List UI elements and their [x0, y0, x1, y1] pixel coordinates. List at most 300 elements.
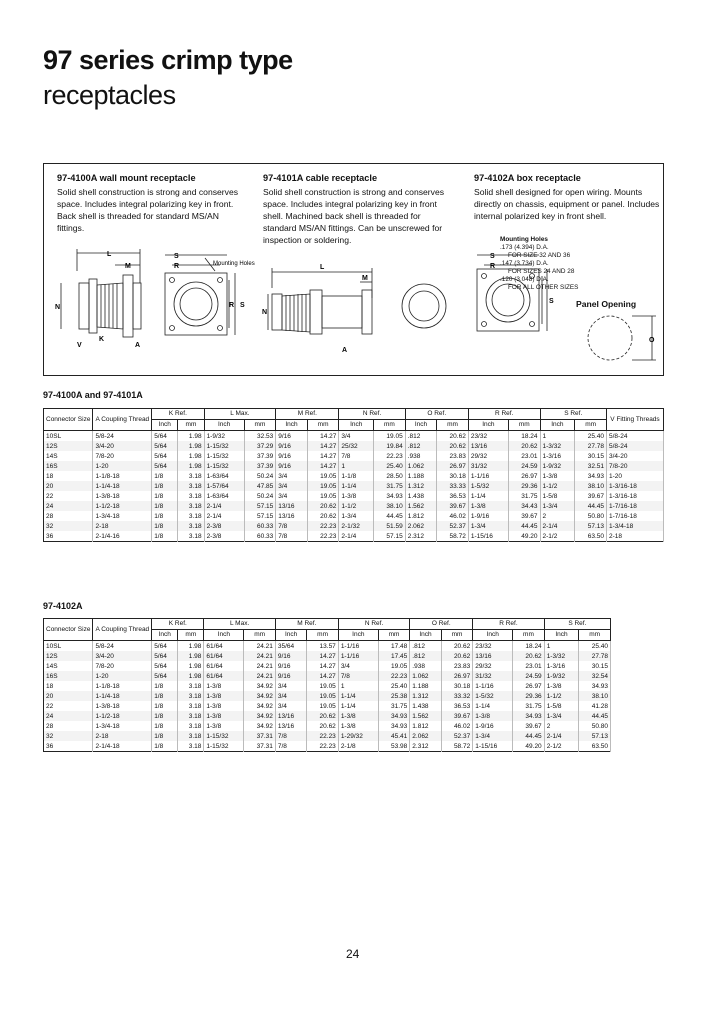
table-cell: 31/32	[468, 461, 508, 471]
table-cell: 1-3/4	[544, 711, 579, 721]
table-cell: 1-1/4	[338, 691, 378, 701]
table-cell: 12S	[44, 441, 93, 451]
table-cell: 22	[44, 491, 93, 501]
table-cell: 49.20	[508, 531, 540, 542]
table-cell: 20.62	[441, 651, 472, 661]
table-cell: 60.33	[244, 531, 276, 542]
table-cell: 1/8	[152, 521, 178, 531]
table-cell: 60.33	[244, 521, 276, 531]
table-cell: 1-3/4-18	[607, 521, 664, 531]
table-cell: 1-1/4	[473, 701, 513, 711]
unit-header: mm	[244, 630, 275, 641]
table-cell: 19.05	[307, 471, 339, 481]
table-cell: 23.01	[508, 451, 540, 461]
table-cell: 7/8	[276, 531, 308, 542]
table-cell: 1-20	[607, 471, 664, 481]
table-cell: 35/64	[275, 641, 306, 652]
table-cell: 1-9/16	[468, 511, 508, 521]
table-row	[44, 711, 611, 721]
table-cell: 32.54	[579, 671, 611, 681]
table-cell: 1.98	[178, 641, 204, 652]
table-cell: 37.39	[244, 461, 276, 471]
dim-label: O	[649, 337, 655, 344]
table-cell: 1.98	[178, 431, 204, 442]
table-cell: 24	[44, 711, 93, 721]
table-cell: 7/8-20	[93, 661, 152, 671]
table-cell: 23.01	[513, 661, 544, 671]
table-cell: 1.188	[410, 681, 441, 691]
unit-header: Inch	[204, 420, 244, 431]
table-row	[44, 521, 664, 531]
notes-line: FOR SIZES 24 AND 28	[508, 268, 575, 275]
table-cell: 1-20	[93, 671, 152, 681]
table-cell: 3/4-20	[607, 451, 664, 461]
unit-header: Inch	[338, 630, 378, 641]
table-row	[44, 441, 664, 451]
dim-label: R	[490, 263, 496, 270]
table-cell: 38.10	[575, 481, 607, 491]
table-cell: 20.62	[307, 721, 338, 731]
table-cell: 1.438	[405, 491, 437, 501]
table-cell: 37.39	[244, 451, 276, 461]
table-cell: 27.78	[575, 441, 607, 451]
unit-header: Inch	[468, 420, 508, 431]
table-cell: 1-15/32	[204, 741, 244, 752]
table-cell: 25.40	[579, 641, 611, 652]
table-cell: 14.27	[307, 661, 338, 671]
table-cell: 2.062	[405, 521, 437, 531]
dim-label: A	[135, 342, 141, 349]
table-cell: 57.15	[374, 531, 406, 542]
table-cell: 7/8	[338, 671, 378, 681]
table-cell: 1-15/16	[473, 741, 513, 752]
table-cell: 31.75	[374, 481, 406, 491]
table-cell: 5/64	[152, 461, 178, 471]
unit-header: mm	[307, 420, 339, 431]
table-cell: 45.41	[378, 731, 409, 741]
table-cell: 1/8	[152, 711, 178, 721]
table-cell: 30.15	[575, 451, 607, 461]
table-cell: 2-3/8	[204, 531, 244, 542]
table-cell: 13.57	[307, 641, 338, 652]
table-cell: 36	[44, 741, 93, 752]
table-cell: 9/16	[276, 441, 308, 451]
table-cell: 1-57/64	[204, 481, 244, 491]
table-cell: 1-63/64	[204, 471, 244, 481]
table-cell: 14S	[44, 451, 93, 461]
table-cell: 1-1/4	[338, 701, 378, 711]
table-cell: 36.53	[441, 701, 472, 711]
unit-header: mm	[378, 630, 409, 641]
table-cell: 38.10	[579, 691, 611, 701]
table-cell: 2-18	[607, 531, 664, 542]
table-cell: 26.97	[437, 461, 469, 471]
col-header: S Ref.	[544, 619, 610, 630]
table-cell: 5/8-24	[607, 441, 664, 451]
table-cell: 20.62	[307, 511, 339, 521]
table-cell: 16S	[44, 461, 93, 471]
table-cell: 29/32	[468, 451, 508, 461]
table-cell: 34.93	[374, 491, 406, 501]
table-cell: 3.18	[178, 471, 204, 481]
table-cell: 1.98	[178, 441, 204, 451]
table-cell: 1	[544, 641, 579, 652]
table-cell: 1-3/4	[468, 521, 508, 531]
table-cell: 37.31	[244, 731, 275, 741]
table-row	[44, 531, 664, 542]
table-cell: 1-3/4-18	[93, 721, 152, 731]
table-cell: 14.27	[307, 671, 338, 681]
table-cell: 1/8	[152, 721, 178, 731]
table-cell: 1-9/32	[544, 671, 579, 681]
table-cell: 22	[44, 701, 93, 711]
col-header: Connector Size	[44, 619, 93, 641]
table-cell: 28	[44, 511, 93, 521]
table-cell: 1	[339, 461, 374, 471]
table-cell: 39.67	[441, 711, 472, 721]
table-cell: 3.18	[178, 701, 204, 711]
table-cell: 1-1/2	[339, 501, 374, 511]
table-cell: 1.98	[178, 661, 204, 671]
unit-header: mm	[513, 630, 544, 641]
table-cell: 1-29/32	[338, 731, 378, 741]
table-cell: 39.67	[575, 491, 607, 501]
table-cell: 1-3/4	[473, 731, 513, 741]
col-header: S Ref.	[540, 409, 606, 420]
table-cell: 1-1/4-18	[93, 481, 152, 491]
table-cell: 1-3/8	[540, 471, 575, 481]
table-cell: 33.32	[441, 691, 472, 701]
unit-header: Inch	[152, 630, 178, 641]
table-row	[44, 461, 664, 471]
table-cell: 1-1/8	[339, 471, 374, 481]
table-cell: 31/32	[473, 671, 513, 681]
table-cell: 25.40	[575, 431, 607, 442]
unit-header: Inch	[275, 630, 306, 641]
table-cell: 50.80	[575, 511, 607, 521]
table-cell: 44.45	[508, 521, 540, 531]
dim-label: L	[107, 251, 112, 258]
table-cell: 2-1/2	[540, 531, 575, 542]
table-cell: .812	[405, 441, 437, 451]
table-cell: 1-1/4	[339, 481, 374, 491]
table-cell: 2-1/4	[540, 521, 575, 531]
unit-header: mm	[579, 630, 611, 641]
table-row	[44, 731, 611, 741]
table-cell: 29.36	[508, 481, 540, 491]
table-cell: 63.50	[575, 531, 607, 542]
table-cell: 50.24	[244, 491, 276, 501]
page-subtitle: receptacles	[43, 80, 176, 110]
table-cell: 5/64	[152, 661, 178, 671]
table-cell: 1-3/8	[204, 721, 244, 731]
table-cell: 1/8	[152, 471, 178, 481]
table-cell: 13/16	[276, 511, 308, 521]
table-cell: 1.062	[405, 461, 437, 471]
product-title: 97-4100A wall mount receptacle	[57, 173, 196, 183]
col-header: V Fitting Threads	[607, 409, 664, 431]
table-cell: 39.67	[437, 501, 469, 511]
table-cell: 1-1/8-18	[93, 471, 152, 481]
unit-header: mm	[441, 630, 472, 641]
table-cell: 1-7/16-18	[607, 501, 664, 511]
table-cell: 18.24	[513, 641, 544, 652]
table-cell: 36	[44, 531, 93, 542]
table-cell: 1-3/8-18	[93, 491, 152, 501]
table-cell: 20	[44, 481, 93, 491]
table-cell: 3.18	[178, 531, 204, 542]
table-cell: 28	[44, 721, 93, 731]
table-cell: 52.37	[437, 521, 469, 531]
table-cell: 1-15/32	[204, 731, 244, 741]
table-cell: 2-1/2	[544, 741, 579, 752]
table-cell: 3/4	[275, 691, 306, 701]
table-cell: 33.33	[437, 481, 469, 491]
table-cell: 3.18	[178, 481, 204, 491]
table-cell: 1-3/8	[544, 681, 579, 691]
table-row	[44, 661, 611, 671]
table-row	[44, 651, 611, 661]
table-cell: 1.98	[178, 461, 204, 471]
table-cell: 9/16	[276, 461, 308, 471]
table-row	[44, 681, 611, 691]
table-cell: 1.562	[405, 501, 437, 511]
table-cell: 2-1/4	[204, 501, 244, 511]
table-cell: 1-1/4	[468, 491, 508, 501]
spec-table-4100a-4101a	[43, 408, 664, 542]
table-cell: 14S	[44, 661, 93, 671]
table-row	[44, 691, 611, 701]
spec-table-4102a	[43, 618, 611, 752]
product-4101a	[263, 172, 451, 246]
table-cell: 3/4	[276, 471, 308, 481]
dim-label: S	[240, 302, 245, 309]
table-cell: 25/32	[339, 441, 374, 451]
table-cell: 18	[44, 681, 93, 691]
table-cell: 24.21	[244, 671, 275, 681]
table-cell: 1-1/8-18	[93, 681, 152, 691]
table-cell: 1-7/16-18	[607, 511, 664, 521]
dim-label: S	[174, 253, 179, 260]
table-cell: 23.83	[437, 451, 469, 461]
table-cell: 3.18	[178, 521, 204, 531]
table-cell: 2	[544, 721, 579, 731]
table-cell: 34.92	[244, 691, 275, 701]
dim-label: L	[320, 264, 325, 271]
table-cell: 5/64	[152, 441, 178, 451]
table-cell: 19.05	[307, 481, 339, 491]
table-cell: 1/8	[152, 681, 178, 691]
table-cell: 23/32	[468, 431, 508, 442]
col-header: R Ref.	[473, 619, 544, 630]
dim-label: A	[342, 347, 348, 354]
table-cell: 3/4	[339, 431, 374, 442]
table-cell: 2-18	[93, 521, 152, 531]
notes-line: .147 (3.734) D.A.	[500, 260, 549, 267]
notes-line: FOR SIZE 32 AND 36	[508, 252, 571, 259]
col-header: L Max.	[204, 619, 275, 630]
table-cell: 1-15/16	[468, 531, 508, 542]
table-row	[44, 641, 611, 652]
table-cell: 39.67	[508, 511, 540, 521]
table-cell: 46.02	[437, 511, 469, 521]
table-cell: 25.38	[378, 691, 409, 701]
table-row	[44, 511, 664, 521]
table-cell: 20.62	[307, 501, 339, 511]
table-cell: 23/32	[473, 641, 513, 652]
table-cell: 3.18	[178, 511, 204, 521]
table-cell: 1.812	[410, 721, 441, 731]
table-cell: 29.36	[513, 691, 544, 701]
table-cell: 53.98	[378, 741, 409, 752]
table-row	[44, 501, 664, 511]
unit-header: Inch	[473, 630, 513, 641]
dim-label: S	[549, 298, 554, 305]
table-cell: 2-1/4	[339, 531, 374, 542]
table-cell: 14.27	[307, 431, 339, 442]
table-cell: 17.45	[378, 651, 409, 661]
table-cell: 1/8	[152, 701, 178, 711]
table-cell: 19.05	[307, 491, 339, 501]
dim-label: S	[490, 253, 495, 260]
table-cell: 34.92	[244, 711, 275, 721]
table-cell: 1-20	[93, 461, 152, 471]
table-cell: 2-1/4-16	[93, 531, 152, 542]
table-cell: .812	[405, 431, 437, 442]
table-cell: 20.62	[513, 651, 544, 661]
table-cell: 1-3/8	[204, 711, 244, 721]
unit-header: Inch	[339, 420, 374, 431]
table-cell: 1-3/32	[540, 441, 575, 451]
table-cell: 1-5/32	[468, 481, 508, 491]
table-cell: 32.51	[575, 461, 607, 471]
table-cell: 1.98	[178, 651, 204, 661]
table-row	[44, 451, 664, 461]
table-cell: 37.31	[244, 741, 275, 752]
table-cell: 22.23	[307, 521, 339, 531]
table-cell: 1-3/4-18	[93, 511, 152, 521]
unit-header: mm	[178, 630, 204, 641]
table-cell: 1-1/2	[540, 481, 575, 491]
table-cell: 20.62	[441, 641, 472, 652]
table-cell: 3/4-20	[93, 441, 152, 451]
unit-header: Inch	[410, 630, 441, 641]
panel-opening-diagram	[580, 313, 660, 371]
table-cell: 10SL	[44, 641, 93, 652]
table-cell: 3/4	[275, 701, 306, 711]
table-cell: 29/32	[473, 661, 513, 671]
table-cell: 2	[540, 511, 575, 521]
dim-label: R	[229, 302, 235, 309]
table-cell: 5/64	[152, 671, 178, 681]
dim-label: K	[99, 336, 105, 343]
table-cell: 19.05	[307, 691, 338, 701]
table-cell: 1-3/4	[339, 511, 374, 521]
mounting-hole-notes	[500, 236, 640, 292]
table-cell: .938	[405, 451, 437, 461]
table-cell: 1-3/16-18	[607, 491, 664, 501]
table-cell: 1-3/8	[468, 501, 508, 511]
table-cell: 2-18	[93, 731, 152, 741]
table-cell: 1/8	[152, 491, 178, 501]
col-header: N Ref.	[338, 619, 409, 630]
table-cell: 1-3/16	[544, 661, 579, 671]
table-cell: 1-5/8	[544, 701, 579, 711]
table-cell: 3/4	[276, 491, 308, 501]
table-cell: 2-1/8	[338, 741, 378, 752]
table-cell: 25.40	[374, 461, 406, 471]
table-cell: 3.18	[178, 491, 204, 501]
col-header: O Ref.	[410, 619, 473, 630]
table-cell: 3.18	[178, 721, 204, 731]
table-row	[44, 741, 611, 752]
table-cell: 2.312	[405, 531, 437, 542]
product-body: Solid shell designed for open wiring. Mounts directly on chassis, equipment or panel. Includes internal polarized key in front shell.	[474, 187, 660, 221]
table-cell: 17.48	[378, 641, 409, 652]
table-cell: 5/64	[152, 431, 178, 442]
table-cell: 57.13	[579, 731, 611, 741]
table-cell: 7/8-20	[93, 451, 152, 461]
table-cell: 1.438	[410, 701, 441, 711]
table-cell: 41.28	[579, 701, 611, 711]
table-cell: 5/64	[152, 641, 178, 652]
unit-header: mm	[575, 420, 607, 431]
table-cell: 57.15	[244, 501, 276, 511]
table-cell: 1-3/8	[473, 711, 513, 721]
table-cell: 61/64	[204, 641, 244, 652]
table-cell: 1-1/2-18	[93, 501, 152, 511]
table-cell: 1-1/2	[544, 691, 579, 701]
table-cell: 1.312	[410, 691, 441, 701]
table-cell: 19.05	[307, 681, 338, 691]
table-row	[44, 721, 611, 731]
table-cell: 1-15/32	[204, 461, 244, 471]
table-cell: 1/8	[152, 511, 178, 521]
table-cell: 31.75	[508, 491, 540, 501]
table-cell: 46.02	[441, 721, 472, 731]
table-cell: 1.562	[410, 711, 441, 721]
unit-header: mm	[437, 420, 469, 431]
table-cell: 1-3/16-18	[607, 481, 664, 491]
table-cell: 18.24	[508, 431, 540, 442]
table-cell: 1-3/8	[204, 701, 244, 711]
table-cell: 1.062	[410, 671, 441, 681]
table-cell: 19.05	[378, 661, 409, 671]
col-header: N Ref.	[339, 409, 405, 420]
table-cell: 52.37	[441, 731, 472, 741]
table-cell: .938	[410, 661, 441, 671]
table-cell: 1-5/8	[540, 491, 575, 501]
table-cell: 20.62	[508, 441, 540, 451]
table-cell: 36.53	[437, 491, 469, 501]
table-cell: 1-3/8	[339, 491, 374, 501]
table-cell: 1-3/8	[204, 691, 244, 701]
table-cell: 1-1/16	[338, 641, 378, 652]
table-row	[44, 481, 664, 491]
table-cell: 2-3/8	[204, 521, 244, 531]
table-row	[44, 491, 664, 501]
table-cell: 34.92	[244, 721, 275, 731]
unit-header: mm	[508, 420, 540, 431]
table-cell: 30.15	[579, 661, 611, 671]
table-cell: 1-15/32	[204, 441, 244, 451]
table-cell: 44.45	[374, 511, 406, 521]
col-header: O Ref.	[405, 409, 468, 420]
table-cell: 50.80	[579, 721, 611, 731]
col-header: A Coupling Thread	[93, 619, 152, 641]
table-cell: 9/16	[276, 451, 308, 461]
table-cell: .812	[410, 641, 441, 652]
